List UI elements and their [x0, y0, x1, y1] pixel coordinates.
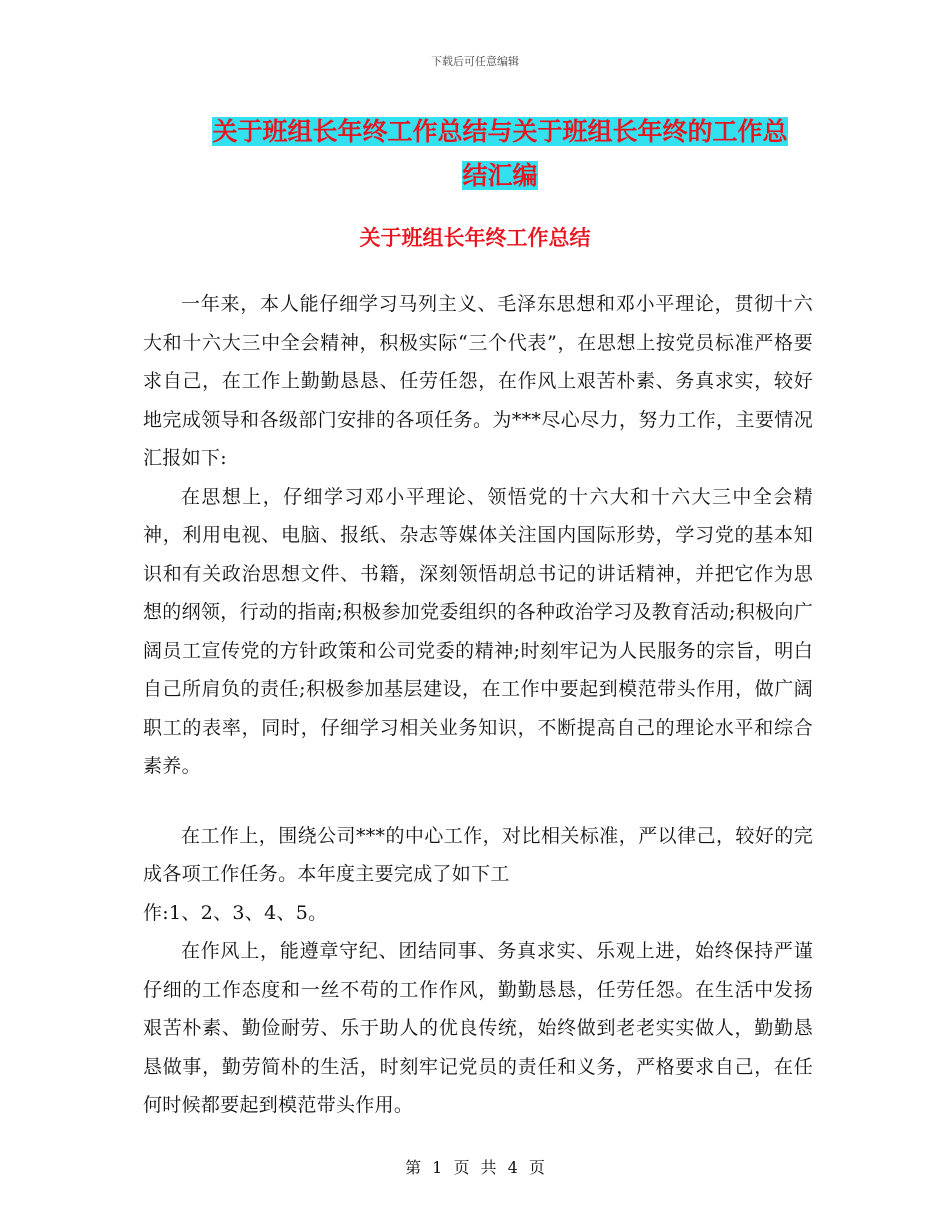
page-footer: 第 1 页 共 4 页 [405, 1158, 545, 1177]
paragraph-work: 在工作上，围绕公司***的中心工作，对比相关标准，严以律己，较好的完成各项工作任务。本年度主要完成了如下工 [143, 824, 813, 885]
title-line-1: 关于班组长年终工作总结与关于班组长年终的工作总 [212, 117, 788, 146]
document-title [140, 110, 860, 198]
paragraph-intro: 一年来，本人能仔细学习马列主义、毛泽东思想和邓小平理论，贯彻十六大和十六大三中全会精神，积极实际“三个代表”，在思想上按党员标准严格要求自己，在工作上勤勤恳恳、任劳任怨，在作风上艰苦朴素、务真求实，较好地完成领导和各级部门安排的各项任务。为***尽心尽力，努力工作，主要情况汇报如下: [143, 293, 813, 469]
header-note: 下载后可任意编辑 [431, 55, 519, 68]
title-line-2: 结汇编 [462, 161, 538, 190]
paragraph-style: 在作风上，能遵章守纪、团结同事、务真求实、乐观上进，始终保持严谨仔细的工作态度和一丝不苟的工作作风，勤勤恳恳，任劳任怨。在生活中发扬艰苦朴素、勤俭耐劳、乐于助人的优良传统，始终做到老老实实做人，勤勤恳恳做事，勤劳简朴的生活，时刻牢记党员的责任和义务，严格要求自己，在任何时候都要起到模范带头作用。 [143, 940, 813, 1116]
section-title: 关于班组长年终工作总结 [359, 226, 591, 250]
body-text [143, 285, 813, 1125]
paragraph-work-items: 作:1、2、3、4、5。 [143, 901, 328, 924]
paragraph-thought: 在思想上，仔细学习邓小平理论、领悟党的十六大和十六大三中全会精神，利用电视、电脑、报纸、杂志等媒体关注国内国际形势，学习党的基本知识和有关政治思想文件、书籍，深刻领悟胡总书记的讲话精神，并把它作为思想的纲领，行动的指南;积极参加党委组织的各种政治学习及教育活动;积极向广阔员工宣传党的方针政策和公司党委的精神;时刻牢记为人民服务的宗旨，明白自己所肩负的责任;积极参加基层建设，在工作中要起到模范带头作用，做广阔职工的表率，同时，仔细学习相关业务知识，不断提高自己的理论水平和综合素养。 [143, 485, 813, 777]
